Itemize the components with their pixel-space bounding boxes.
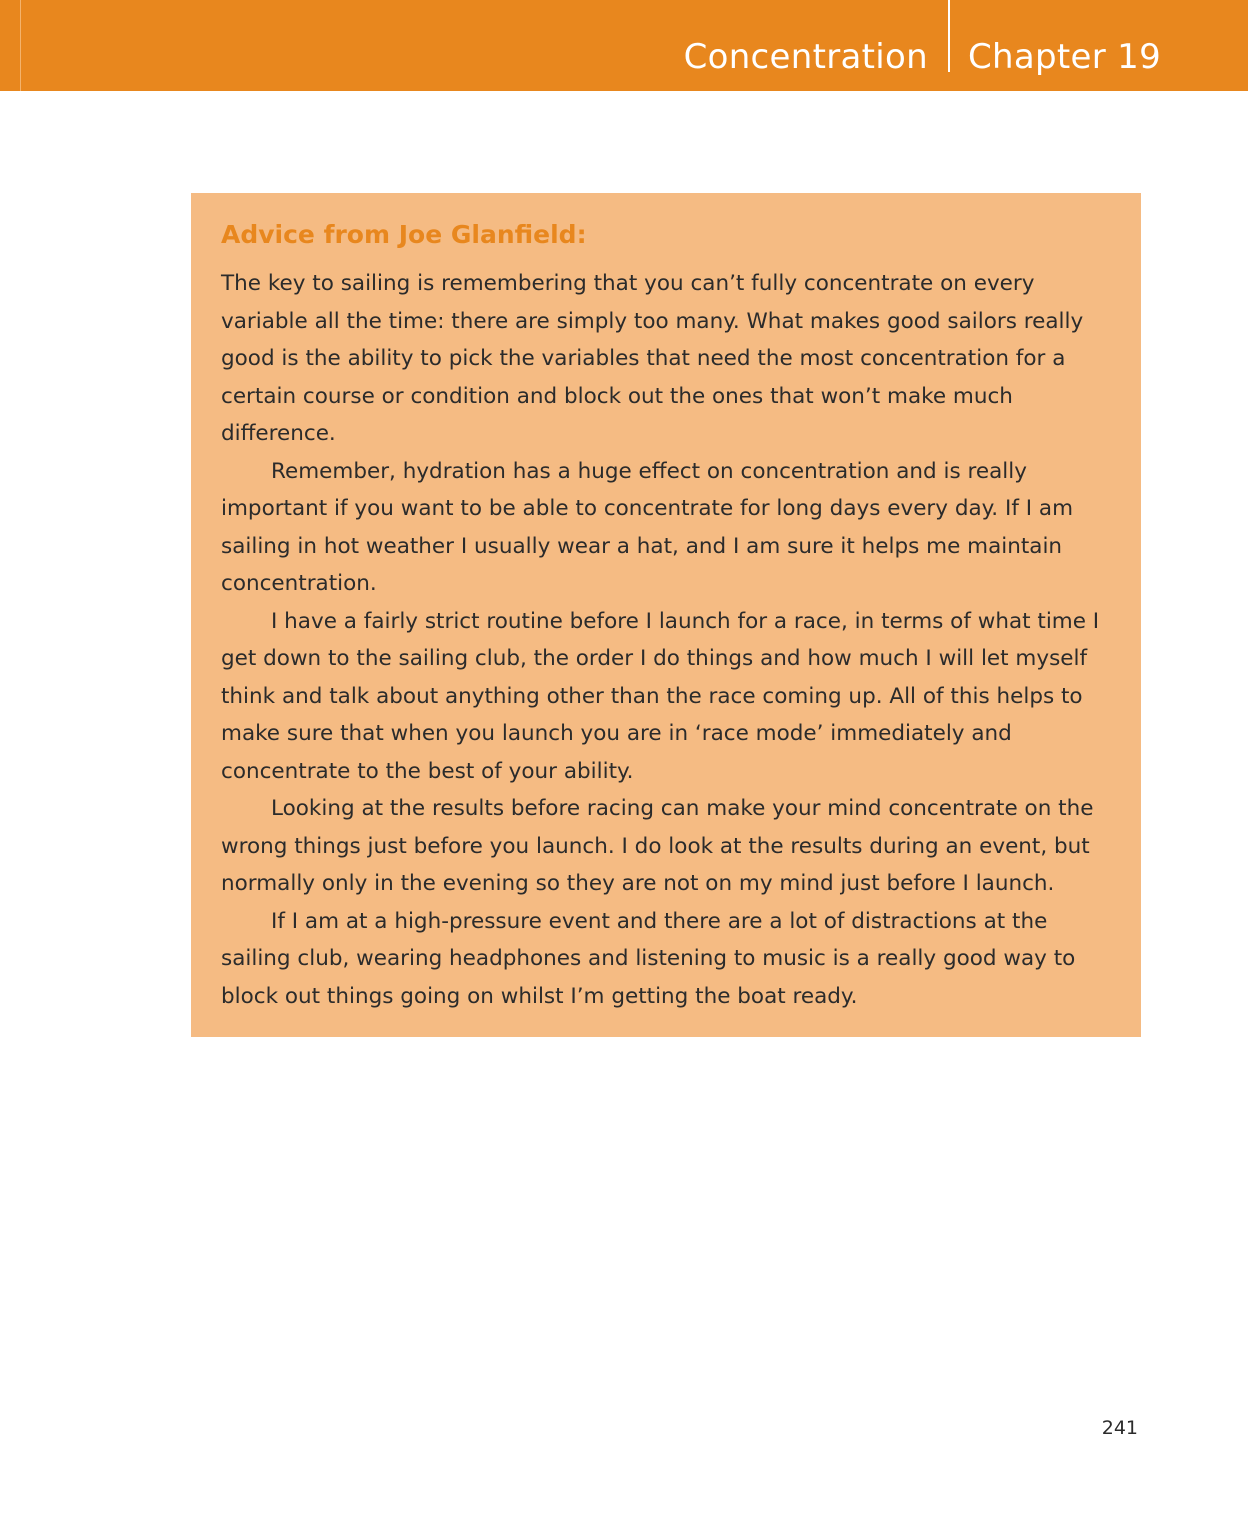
advice-paragraph: If I am at a high-pressure event and there are a lot of distractions at the sailing club, wearing headphones and listening to music is a really good way to block out things going on whilst I’m getting the boat ready.	[221, 908, 1076, 1009]
advice-paragraph: Looking at the results before racing can make your mind concentrate on the wrong things just before you launch. I do look at the results during an event, but normally only in the evening so they are not on my mind just before I launch.	[221, 796, 1094, 896]
running-head-section: Concentration	[683, 37, 928, 77]
running-head-chapter: Chapter 19	[968, 37, 1162, 77]
advice-title: Advice from Joe Glanfield:	[221, 220, 587, 249]
header-divider	[948, 0, 950, 72]
header-bar	[0, 0, 1248, 91]
advice-paragraph: Remember, hydration has a huge effect on concentration and is really important if you want to be able to concentrate for long days every day. If I am sailing in hot weather I usually wear a hat, and I am sure it helps me maintain concentration.	[221, 458, 1074, 596]
page-number: 241	[1101, 1417, 1138, 1439]
advice-box	[191, 193, 1141, 1037]
advice-paragraph: I have a fairly strict routine before I launch for a race, in terms of what time I get down to the sailing club, the order I do things and how much I will let myself think and talk about anything other than the race coming up. All of this helps to make sure that when you launch you are in ‘race mode’ immediately and concentrate to the best of your ability.	[221, 608, 1100, 784]
advice-paragraph: The key to sailing is remembering that you can’t fully concentrate on every variable all the time: there are simply too many. What makes good sailors really good is the ability to pick the variables that need the most concentration for a certain course or condition and block out the ones that won’t make much difference.	[221, 271, 1084, 446]
header-left-rule	[20, 0, 21, 91]
